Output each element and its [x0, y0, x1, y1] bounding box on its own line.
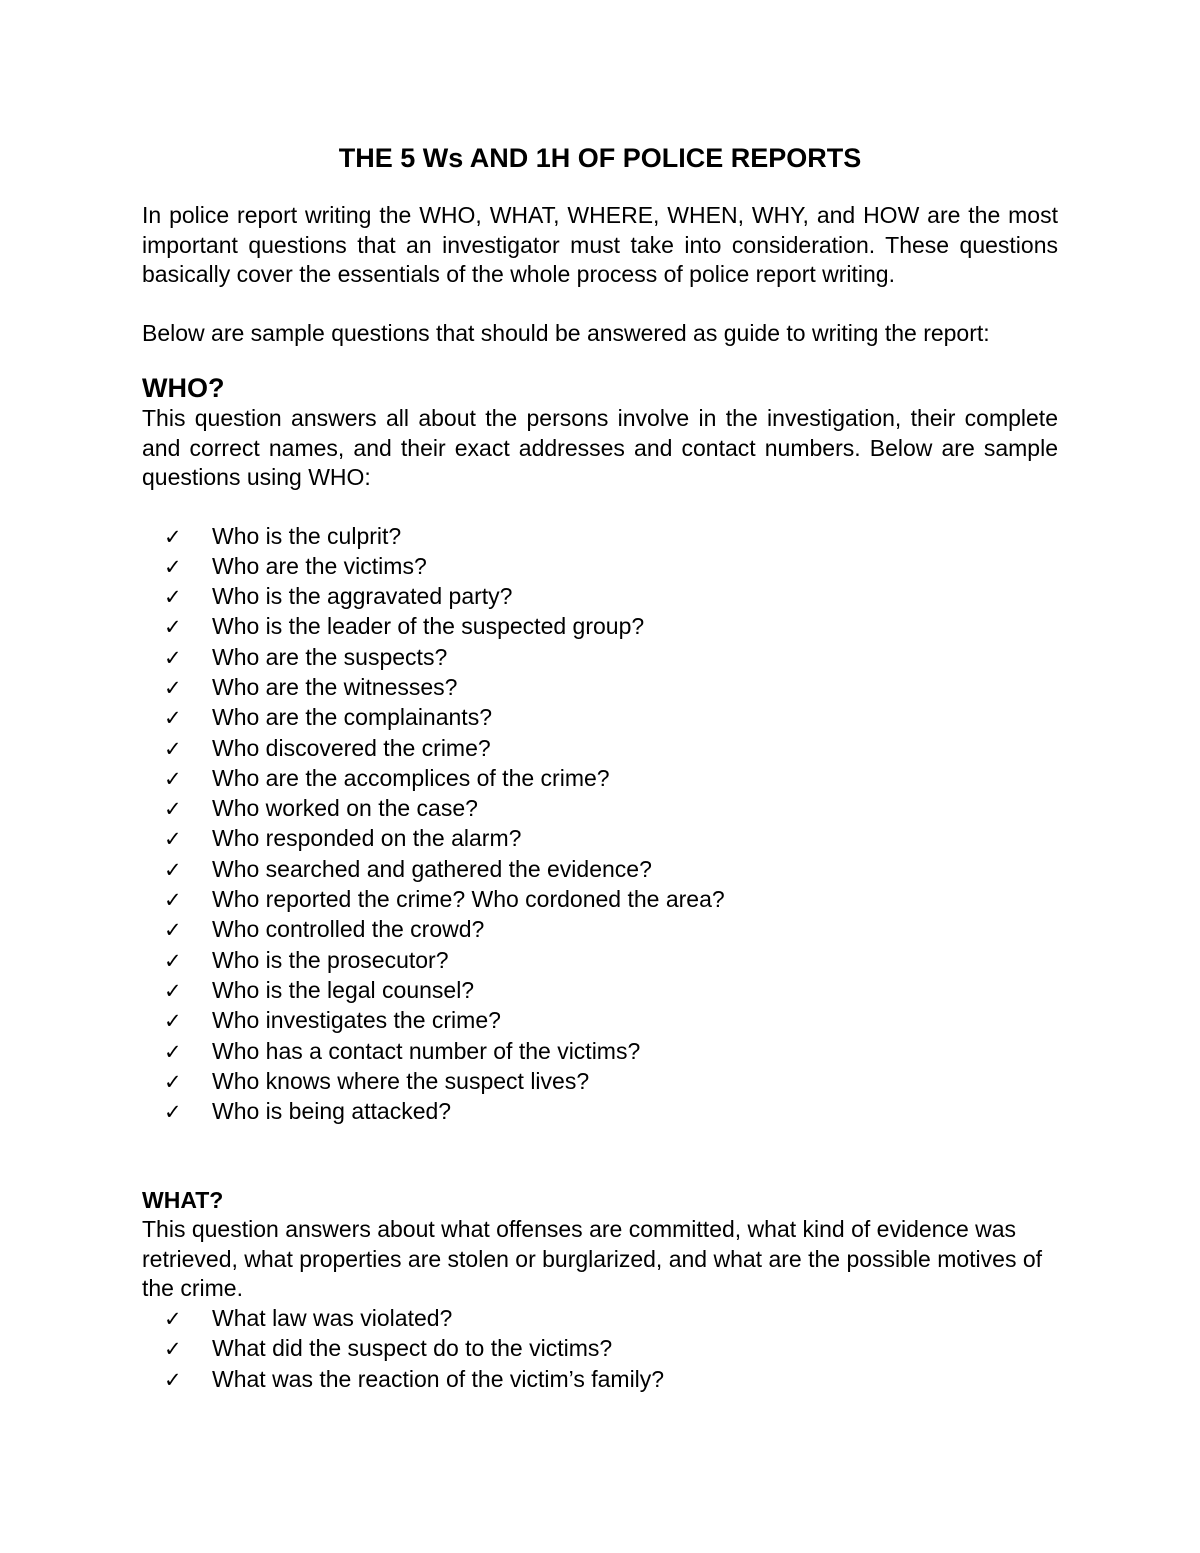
who-question-item — [142, 855, 1058, 885]
document-title: THE 5 Ws AND 1H OF POLICE REPORTS — [338, 143, 862, 173]
question-text: Who is the culprit? — [212, 522, 402, 549]
check-mark-icon: ✓ — [164, 675, 182, 700]
question-text: Who knows where the suspect lives? — [212, 1067, 590, 1094]
question-text: What was the reaction of the victim’s family? — [212, 1365, 665, 1392]
question-text: Who are the witnesses? — [212, 673, 458, 700]
check-mark-icon: ✓ — [164, 888, 182, 913]
who-question-item — [142, 734, 1058, 764]
check-mark-icon: ✓ — [164, 1039, 182, 1064]
what-question-list — [142, 1304, 1058, 1395]
question-text: What law was violated? — [212, 1304, 453, 1331]
who-question-item — [142, 522, 1058, 552]
question-text: Who is being attacked? — [212, 1098, 452, 1125]
check-mark-icon: ✓ — [164, 585, 182, 610]
what-question-item — [142, 1334, 1058, 1364]
who-question-item — [142, 552, 1058, 582]
question-text: Who searched and gathered the evidence? — [212, 855, 652, 882]
question-text: Who controlled the crowd? — [212, 916, 485, 943]
who-question-item — [142, 976, 1058, 1006]
who-description: This question answers all about the persons involve in the investigation, their complete and correct names, and their exact addresses and contact numbers. Below are sample questions using WHO: — [142, 405, 1058, 490]
check-mark-icon: ✓ — [164, 554, 182, 579]
what-heading: WHAT? — [142, 1187, 224, 1214]
who-question-item — [142, 1067, 1058, 1097]
what-description: This question answers about what offenses are committed, what kind of evidence was retrieved, what properties are stolen or burglarized, and what are the possible motives of the crime. — [142, 1216, 1043, 1302]
what-question-item — [142, 1365, 1058, 1395]
who-heading: WHO? — [142, 373, 225, 403]
who-question-item — [142, 885, 1058, 915]
question-text: Who are the suspects? — [212, 643, 448, 670]
who-question-item — [142, 1037, 1058, 1067]
check-mark-icon: ✓ — [164, 797, 182, 822]
who-question-item — [142, 794, 1058, 824]
question-text: Who are the complainants? — [212, 704, 492, 731]
who-question-item — [142, 1006, 1058, 1036]
question-text: Who responded on the alarm? — [212, 825, 522, 852]
question-text: Who are the accomplices of the crime? — [212, 764, 610, 791]
question-text: What did the suspect do to the victims? — [212, 1335, 613, 1362]
who-question-item — [142, 824, 1058, 854]
check-mark-icon: ✓ — [164, 706, 182, 731]
who-question-item — [142, 673, 1058, 703]
check-mark-icon: ✓ — [164, 978, 182, 1003]
check-mark-icon: ✓ — [164, 1367, 182, 1392]
check-mark-icon: ✓ — [164, 766, 182, 791]
question-text: Who is the prosecutor? — [212, 946, 449, 973]
intro-guide: Below are sample questions that should be answered as guide to writing the report: — [142, 319, 990, 346]
document-page — [142, 138, 1058, 1395]
check-mark-icon: ✓ — [164, 615, 182, 640]
question-text: Who is the aggravated party? — [212, 583, 513, 610]
check-mark-icon: ✓ — [164, 736, 182, 761]
who-question-item — [142, 946, 1058, 976]
who-question-list — [142, 522, 1058, 1128]
check-mark-icon: ✓ — [164, 1306, 182, 1331]
what-question-item — [142, 1304, 1058, 1334]
who-question-item — [142, 643, 1058, 673]
who-question-item — [142, 582, 1058, 612]
check-mark-icon: ✓ — [164, 524, 182, 549]
check-mark-icon: ✓ — [164, 1069, 182, 1094]
check-mark-icon: ✓ — [164, 918, 182, 943]
who-question-item — [142, 1097, 1058, 1127]
check-mark-icon: ✓ — [164, 1009, 182, 1034]
question-text: Who is the legal counsel? — [212, 976, 475, 1003]
check-mark-icon: ✓ — [164, 1337, 182, 1362]
who-question-item — [142, 915, 1058, 945]
question-text: Who is the leader of the suspected group? — [212, 613, 645, 640]
who-question-item — [142, 764, 1058, 794]
question-text: Who are the victims? — [212, 552, 427, 579]
question-text: Who worked on the case? — [212, 795, 478, 822]
question-text: Who reported the crime? Who cordoned the area? — [212, 886, 725, 913]
check-mark-icon: ✓ — [164, 645, 182, 670]
question-text: Who discovered the crime? — [212, 734, 491, 761]
question-text: Who has a contact number of the victims? — [212, 1037, 641, 1064]
check-mark-icon: ✓ — [164, 948, 182, 973]
check-mark-icon: ✓ — [164, 827, 182, 852]
check-mark-icon: ✓ — [164, 1100, 182, 1125]
intro-paragraph: In police report writing the WHO, WHAT, WHERE, WHEN, WHY, and HOW are the most important questions that an investigator must take into consideration. These questions basically cover the essentials of the whole process of police report writing. — [142, 202, 1058, 287]
check-mark-icon: ✓ — [164, 857, 182, 882]
who-question-item — [142, 612, 1058, 642]
who-question-item — [142, 703, 1058, 733]
question-text: Who investigates the crime? — [212, 1007, 501, 1034]
